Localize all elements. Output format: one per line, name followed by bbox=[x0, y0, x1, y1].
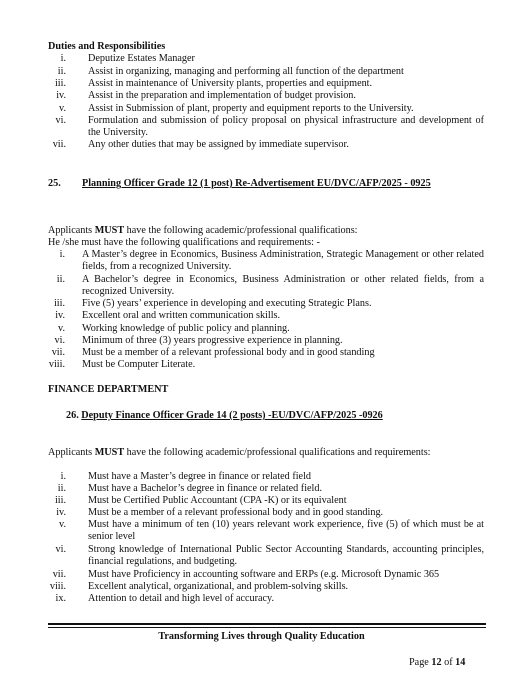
list-item-number: vii. bbox=[52, 569, 66, 580]
list-item: Formulation and submission of policy proposal on physical infrastructure and development of the University. bbox=[88, 115, 484, 139]
list-item: Any other duties that may be assigned by immediate supervisor. bbox=[88, 139, 349, 150]
list-item: Assist in Submission of plant, property and equipment reports to the University. bbox=[88, 103, 414, 114]
post-25-intro-2: He /she must have the following qualifications and requirements: - bbox=[48, 237, 320, 248]
list-item: Must be a member of a relevant professional body and in good standing. bbox=[88, 507, 384, 518]
list-item-number: iv. bbox=[56, 507, 66, 518]
list-item-number: i. bbox=[60, 471, 66, 482]
list-item-number: iii. bbox=[53, 298, 65, 309]
list-item-number: i. bbox=[60, 53, 66, 64]
post-25-title: Planning Officer Grade 12 (1 post) Re-Advertisement EU/DVC/AFP/2025 - 0925 bbox=[82, 178, 431, 189]
list-item-number: vi. bbox=[55, 544, 66, 555]
list-item: Must be Computer Literate. bbox=[82, 359, 196, 370]
post-26-intro: Applicants MUST have the following academic/professional qualifications and requirements: bbox=[48, 447, 431, 458]
list-item: A Bachelor’s degree in Economics, Business Administration or other related fields, from a recognized University. bbox=[82, 274, 484, 298]
post-25-intro: Applicants MUST have the following academic/professional qualifications: bbox=[48, 225, 358, 236]
list-item-number: i. bbox=[59, 249, 65, 260]
list-item: Deputize Estates Manager bbox=[88, 53, 195, 64]
list-item: Attention to detail and high level of accuracy. bbox=[88, 593, 275, 604]
list-item-number: ii. bbox=[57, 66, 66, 77]
list-item: Must have a Master’s degree in finance or related field bbox=[88, 471, 311, 482]
list-item-number: ix. bbox=[55, 593, 66, 604]
list-item: Minimum of three (3) years progressive experience in planning. bbox=[82, 335, 343, 346]
footer-divider-thin bbox=[48, 627, 486, 628]
list-item-number: ii. bbox=[56, 274, 65, 285]
list-item-number: ii. bbox=[57, 483, 66, 494]
list-item: Assist in maintenance of University plants, properties and equipment. bbox=[88, 78, 373, 89]
list-item-number: viii. bbox=[48, 359, 65, 370]
post-26-heading bbox=[66, 410, 383, 422]
post-26-number: 26. bbox=[66, 410, 79, 421]
list-item-number: v. bbox=[58, 323, 65, 334]
post-26-title: Deputy Finance Officer Grade 14 (2 posts) -EU/DVC/AFP/2025 -0926 bbox=[81, 410, 383, 421]
list-item-number: iv. bbox=[56, 90, 66, 101]
list-item-number: vi. bbox=[54, 335, 65, 346]
list-item: A Master’s degree in Economics, Business Administration, Strategic Management or other related fields, from a recognized University. bbox=[82, 249, 484, 273]
list-item-number: iii. bbox=[54, 495, 66, 506]
list-item: Assist in organizing, managing and performing all function of the department bbox=[88, 66, 404, 77]
list-item: Excellent analytical, organizational, and problem-solving skills. bbox=[88, 581, 349, 592]
list-item-number: v. bbox=[59, 519, 66, 530]
footer-divider-thick bbox=[48, 623, 486, 625]
finance-department-heading: FINANCE DEPARTMENT bbox=[48, 384, 169, 395]
list-item: Must have a minimum of ten (10) years relevant work experience, five (5) of which must be at senior level bbox=[88, 519, 484, 543]
list-item: Strong knowledge of International Public Sector Accounting Standards, accounting principles, financial regulations, and budgeting. bbox=[88, 544, 484, 568]
list-item-number: vii. bbox=[52, 139, 66, 150]
duties-heading: Duties and Responsibilities bbox=[48, 41, 166, 52]
list-item: Must have Proficiency in accounting software and ERPs (e.g. Microsoft Dynamic 365 bbox=[88, 569, 440, 580]
list-item: Working knowledge of public policy and planning. bbox=[82, 323, 290, 334]
list-item-number: viii. bbox=[49, 581, 66, 592]
footer-motto: Transforming Lives through Quality Education bbox=[158, 631, 365, 642]
list-item: Must be Certified Public Accountant (CPA -K) or its equivalent bbox=[88, 495, 347, 506]
list-item: Excellent oral and written communication skills. bbox=[82, 310, 281, 321]
list-item: Must be a member of a relevant professional body and in good standing bbox=[82, 347, 375, 358]
list-item-number: iii. bbox=[54, 78, 66, 89]
list-item-number: iv. bbox=[55, 310, 65, 321]
list-item-number: vii. bbox=[51, 347, 65, 358]
list-item: Five (5) years’ experience in developing and executing Strategic Plans. bbox=[82, 298, 372, 309]
post-25-number: 25. bbox=[48, 178, 61, 189]
list-item-number: v. bbox=[59, 103, 66, 114]
list-item-number: vi. bbox=[55, 115, 66, 126]
list-item: Must have a Bachelor’s degree in finance or related field. bbox=[88, 483, 323, 494]
page-number: Page 12 of 14 bbox=[409, 657, 466, 668]
list-item: Assist in the preparation and implementation of budget provision. bbox=[88, 90, 356, 101]
